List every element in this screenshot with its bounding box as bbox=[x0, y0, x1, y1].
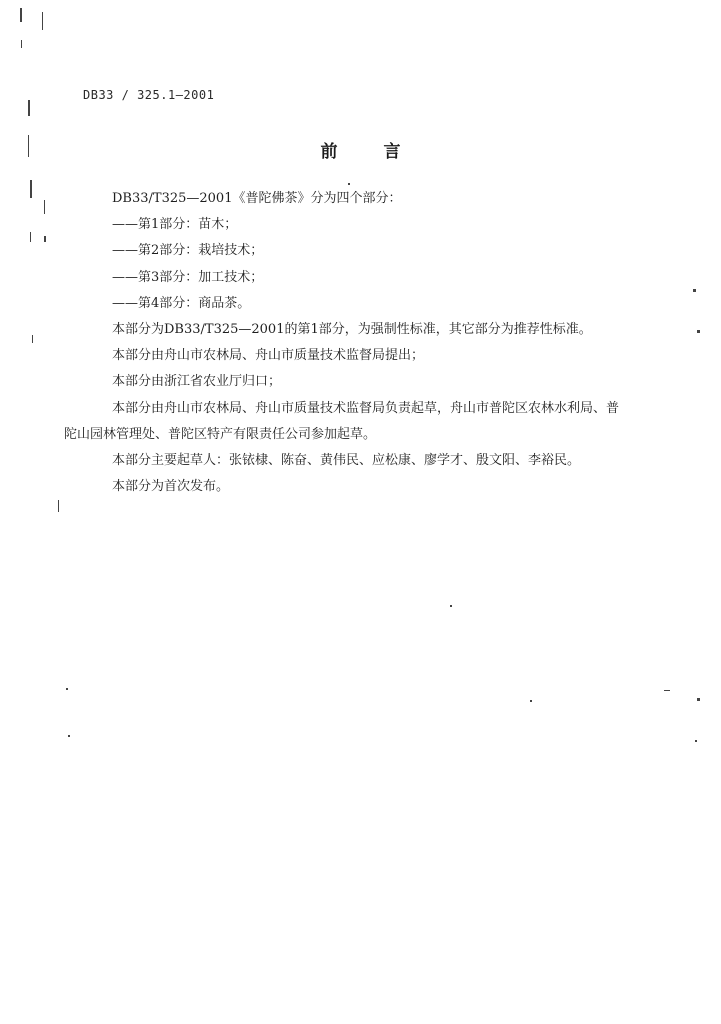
paragraph-part-1: ——第1部分：苗木； bbox=[112, 217, 238, 233]
paragraph-drafted-by-line2: 陀山园林管理处、普陀区特产有限责任公司参加起草。 bbox=[64, 426, 377, 442]
scan-mark bbox=[21, 40, 22, 48]
scan-mark bbox=[693, 289, 696, 292]
scan-mark bbox=[530, 700, 532, 702]
paragraph-parts-intro: DB33/T325—2001《普陀佛茶》分为四个部分： bbox=[112, 191, 402, 206]
scan-mark bbox=[32, 335, 33, 343]
scan-mark bbox=[66, 688, 68, 690]
page-title: 前言 bbox=[320, 142, 447, 162]
scan-mark bbox=[30, 232, 31, 242]
scan-mark bbox=[20, 8, 22, 22]
paragraph-part-3: ——第3部分：加工技术； bbox=[112, 269, 264, 285]
scan-mark bbox=[30, 180, 32, 198]
scan-mark bbox=[664, 690, 670, 691]
foreword-body bbox=[64, 186, 668, 500]
paragraph-part-4: ——第4部分：商品茶。 bbox=[112, 295, 251, 311]
paragraph-drafted-by-line1: 本部分由舟山市农林局、舟山市质量技术监督局负责起草，舟山市普陀区农林水利局、普 bbox=[112, 400, 620, 416]
scan-mark bbox=[44, 200, 45, 214]
scan-mark bbox=[695, 740, 697, 742]
scan-mark bbox=[44, 236, 46, 242]
paragraph-standard-type: 本部分为DB33/T325—2001的第1部分，为强制性标准，其它部分为推荐性标准。 bbox=[112, 322, 592, 338]
scan-mark bbox=[42, 12, 43, 30]
paragraph-first-release: 本部分为首次发布。 bbox=[112, 479, 230, 495]
scan-mark bbox=[68, 735, 70, 737]
paragraph-proposed-by: 本部分由舟山市农林局、舟山市质量技术监督局提出； bbox=[112, 348, 425, 364]
paragraph-part-2: ——第2部分：栽培技术； bbox=[112, 243, 264, 259]
scan-mark bbox=[348, 183, 350, 185]
scan-mark bbox=[697, 330, 700, 333]
scan-mark bbox=[28, 135, 29, 157]
scan-mark bbox=[450, 605, 452, 607]
paragraph-main-drafters: 本部分主要起草人：张铱棣、陈奋、黄伟民、应松康、廖学才、殷文阳、李裕民。 bbox=[112, 453, 581, 469]
paragraph-centralized-by: 本部分由浙江省农业厅归口； bbox=[112, 374, 282, 390]
standard-code: DB33 / 325.1—2001 bbox=[83, 88, 215, 102]
scan-mark bbox=[58, 500, 59, 512]
scan-mark bbox=[28, 100, 30, 116]
scan-mark bbox=[697, 698, 700, 701]
